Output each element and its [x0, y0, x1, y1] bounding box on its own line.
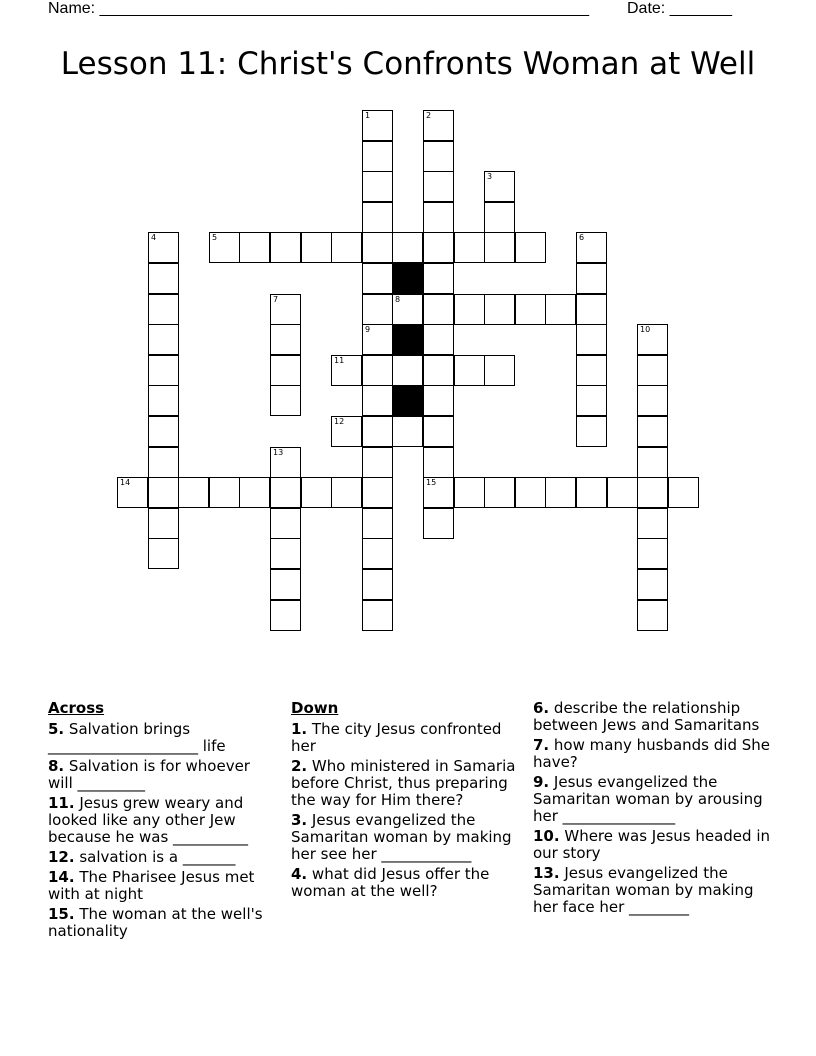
crossword-cell[interactable] — [362, 416, 393, 447]
crossword-cell[interactable] — [362, 324, 393, 355]
clue-item — [291, 812, 523, 863]
clue-item-number: 15. — [48, 905, 75, 923]
crossword-cell[interactable] — [148, 477, 179, 508]
crossword-cell[interactable] — [148, 447, 179, 478]
crossword-cell[interactable] — [576, 294, 607, 325]
crossword-cell[interactable] — [270, 355, 301, 386]
crossword-cell[interactable] — [515, 477, 546, 508]
crossword-cell[interactable] — [454, 477, 485, 508]
crossword-cell[interactable] — [270, 294, 301, 325]
crossword-cell[interactable] — [117, 477, 148, 508]
crossword-cell[interactable] — [423, 508, 454, 539]
crossword-cell[interactable] — [637, 324, 668, 355]
crossword-cell[interactable] — [331, 355, 362, 386]
crossword-cell[interactable] — [454, 232, 485, 263]
crossword-cell[interactable] — [576, 232, 607, 263]
crossword-cell[interactable] — [515, 232, 546, 263]
crossword-cell[interactable] — [484, 232, 515, 263]
crossword-cell[interactable] — [423, 141, 454, 172]
clue-number: 9 — [365, 325, 371, 334]
clue-item — [533, 828, 773, 862]
clue-item-text: The woman at the well's nationality — [48, 905, 263, 940]
crossword-cell[interactable] — [423, 110, 454, 141]
clue-item-number: 10. — [533, 827, 560, 845]
crossword-cell[interactable] — [637, 355, 668, 386]
crossword-cell[interactable] — [362, 141, 393, 172]
clue-number: 4 — [151, 233, 157, 242]
clue-item-number: 7. — [533, 736, 550, 754]
crossword-cell[interactable] — [423, 232, 454, 263]
down-clues-continued — [533, 700, 773, 919]
crossword-cell[interactable] — [148, 294, 179, 325]
clue-number: 12 — [334, 417, 345, 426]
crossword-cell[interactable] — [270, 538, 301, 569]
crossword-cell[interactable] — [392, 355, 423, 386]
crossword-cell[interactable] — [545, 477, 576, 508]
crossword-cell[interactable] — [484, 171, 515, 202]
clue-number: 11 — [334, 356, 345, 365]
crossword-cell[interactable] — [362, 569, 393, 600]
clue-item-text: The city Jesus confronted her — [291, 720, 502, 755]
clue-item — [291, 721, 523, 755]
crossword-cell[interactable] — [637, 508, 668, 539]
crossword-cell[interactable] — [668, 477, 699, 508]
clue-item-text: how many husbands did She have? — [533, 736, 770, 771]
date-field-label: Date: _______ — [627, 0, 732, 17]
crossword-cell[interactable] — [484, 202, 515, 233]
crossword-cell[interactable] — [423, 416, 454, 447]
crossword-cell[interactable] — [270, 508, 301, 539]
crossword-cell[interactable] — [637, 538, 668, 569]
crossword-cell[interactable] — [576, 477, 607, 508]
across-clues — [48, 700, 274, 943]
crossword-cell[interactable] — [178, 477, 209, 508]
clue-item-number: 14. — [48, 868, 75, 886]
crossword-cell[interactable] — [423, 202, 454, 233]
crossword-cell[interactable] — [392, 232, 423, 263]
crossword-cell[interactable] — [637, 477, 668, 508]
crossword-cell[interactable] — [454, 294, 485, 325]
clue-item — [533, 865, 773, 916]
crossword-cell[interactable] — [148, 508, 179, 539]
clue-item-number: 13. — [533, 864, 560, 882]
crossword-cell[interactable] — [362, 232, 393, 263]
clue-item — [48, 795, 274, 846]
crossword-cell[interactable] — [331, 232, 362, 263]
clue-item-text: Jesus evangelized the Samaritan woman by making her see her ____________ — [291, 811, 512, 863]
clue-number: 5 — [212, 233, 218, 242]
clue-item-text: Salvation brings ____________________ life — [48, 720, 226, 755]
crossword-cell[interactable] — [423, 447, 454, 478]
clue-item-number: 9. — [533, 773, 550, 791]
crossword-cell[interactable] — [576, 263, 607, 294]
crossword-cell[interactable] — [148, 232, 179, 263]
clue-number: 10 — [640, 325, 651, 334]
clue-item-text: Who ministered in Samaria before Christ, thus preparing the way for Him there? — [291, 757, 516, 809]
clue-item — [533, 774, 773, 825]
crossword-cell[interactable] — [515, 294, 546, 325]
clue-item — [533, 737, 773, 771]
crossword-cell[interactable] — [148, 263, 179, 294]
crossword-cell[interactable] — [545, 294, 576, 325]
crossword-cell[interactable] — [392, 294, 423, 325]
crossword-cell[interactable] — [423, 294, 454, 325]
crossword-cell[interactable] — [362, 508, 393, 539]
clue-number: 1 — [365, 111, 371, 120]
crossword-cell[interactable] — [576, 385, 607, 416]
crossword-cell[interactable] — [392, 416, 423, 447]
clue-item — [48, 906, 274, 940]
clue-item-number: 1. — [291, 720, 308, 738]
crossword-cell[interactable] — [484, 355, 515, 386]
crossword-cell[interactable] — [331, 477, 362, 508]
clue-number: 6 — [579, 233, 585, 242]
crossword-cell[interactable] — [362, 171, 393, 202]
clue-number: 3 — [487, 172, 493, 181]
crossword-cell[interactable] — [362, 202, 393, 233]
crossword-cell[interactable] — [239, 477, 270, 508]
crossword-cell[interactable] — [423, 477, 454, 508]
clue-number: 7 — [273, 295, 279, 304]
crossword-cell[interactable] — [637, 569, 668, 600]
crossword-cell[interactable] — [423, 324, 454, 355]
clue-item-text: Salvation is for whoever will _________ — [48, 757, 250, 792]
crossword-cell[interactable] — [270, 447, 301, 478]
across-heading: Across — [48, 699, 105, 717]
crossword-cell[interactable] — [148, 385, 179, 416]
crossword-cell[interactable] — [423, 263, 454, 294]
crossword-cell[interactable] — [362, 538, 393, 569]
crossword-cell[interactable] — [148, 416, 179, 447]
clue-item-number: 5. — [48, 720, 65, 738]
down-heading: Down — [291, 699, 339, 717]
down-clues — [291, 700, 523, 903]
crossword-cell[interactable] — [301, 477, 332, 508]
clue-item — [291, 758, 523, 809]
crossword-cell[interactable] — [209, 477, 240, 508]
crossword-cell[interactable] — [454, 355, 485, 386]
crossword-cell[interactable] — [362, 263, 393, 294]
clue-item-number: 2. — [291, 757, 308, 775]
crossword-cell[interactable] — [301, 232, 332, 263]
crossword-cell[interactable] — [637, 385, 668, 416]
clue-item — [48, 721, 274, 755]
black-square — [392, 324, 423, 355]
clue-item-text: salvation is a _______ — [79, 848, 236, 866]
crossword-cell[interactable] — [484, 294, 515, 325]
clue-item — [291, 866, 523, 900]
clue-number: 14 — [120, 478, 131, 487]
crossword-cell[interactable] — [362, 385, 393, 416]
clue-item-number: 3. — [291, 811, 308, 829]
crossword-cell[interactable] — [270, 600, 301, 631]
crossword-cell[interactable] — [209, 232, 240, 263]
clue-item-number: 6. — [533, 699, 550, 717]
crossword-cell[interactable] — [270, 569, 301, 600]
crossword-cell[interactable] — [576, 324, 607, 355]
black-square — [392, 385, 423, 416]
crossword-cell[interactable] — [637, 416, 668, 447]
crossword-cell[interactable] — [148, 355, 179, 386]
crossword-cell[interactable] — [423, 171, 454, 202]
crossword-cell[interactable] — [270, 232, 301, 263]
crossword-cell[interactable] — [362, 447, 393, 478]
crossword-cell[interactable] — [423, 355, 454, 386]
clue-item — [48, 869, 274, 903]
crossword-cell[interactable] — [576, 416, 607, 447]
page-title: Lesson 11: Christ's Confronts Woman at Well — [60, 46, 756, 82]
clue-item-text: describe the relationship between Jews and Samaritans — [533, 699, 760, 734]
crossword-cell[interactable] — [637, 447, 668, 478]
black-square — [392, 263, 423, 294]
clue-number: 13 — [273, 448, 284, 457]
crossword-cell[interactable] — [331, 416, 362, 447]
crossword-cell[interactable] — [239, 232, 270, 263]
crossword-cell[interactable] — [362, 110, 393, 141]
clue-item-text: Jesus grew weary and looked like any other Jew because he was __________ — [48, 794, 249, 846]
clue-item — [533, 700, 773, 734]
crossword-cell[interactable] — [362, 355, 393, 386]
crossword-cell[interactable] — [362, 477, 393, 508]
crossword-cell[interactable] — [270, 385, 301, 416]
clue-item-number: 4. — [291, 865, 308, 883]
crossword-cell[interactable] — [270, 324, 301, 355]
crossword-cell[interactable] — [607, 477, 638, 508]
clue-item-number: 11. — [48, 794, 75, 812]
clue-item-text: Where was Jesus headed in our story — [533, 827, 771, 862]
crossword-cell[interactable] — [484, 477, 515, 508]
clue-item-number: 8. — [48, 757, 65, 775]
crossword-cell[interactable] — [576, 355, 607, 386]
clue-item — [48, 758, 274, 792]
crossword-cell[interactable] — [270, 477, 301, 508]
crossword-cell[interactable] — [148, 324, 179, 355]
clue-item-text: Jesus evangelized the Samaritan woman by making her face her ________ — [533, 864, 754, 916]
crossword-cell[interactable] — [362, 600, 393, 631]
clue-item-text: what did Jesus offer the woman at the well? — [291, 865, 490, 900]
clue-number: 2 — [426, 111, 432, 120]
clue-number: 8 — [395, 295, 401, 304]
crossword-cell[interactable] — [637, 600, 668, 631]
clue-item — [48, 849, 274, 866]
clue-item-number: 12. — [48, 848, 75, 866]
crossword-cell[interactable] — [362, 294, 393, 325]
name-field-label: Name: _______________________________________________________ — [48, 0, 589, 17]
crossword-cell[interactable] — [148, 538, 179, 569]
crossword-cell[interactable] — [423, 385, 454, 416]
clue-number: 15 — [426, 478, 437, 487]
clue-item-text: The Pharisee Jesus met with at night — [48, 868, 255, 903]
clue-item-text: Jesus evangelized the Samaritan woman by arousing her _______________ — [533, 773, 763, 825]
